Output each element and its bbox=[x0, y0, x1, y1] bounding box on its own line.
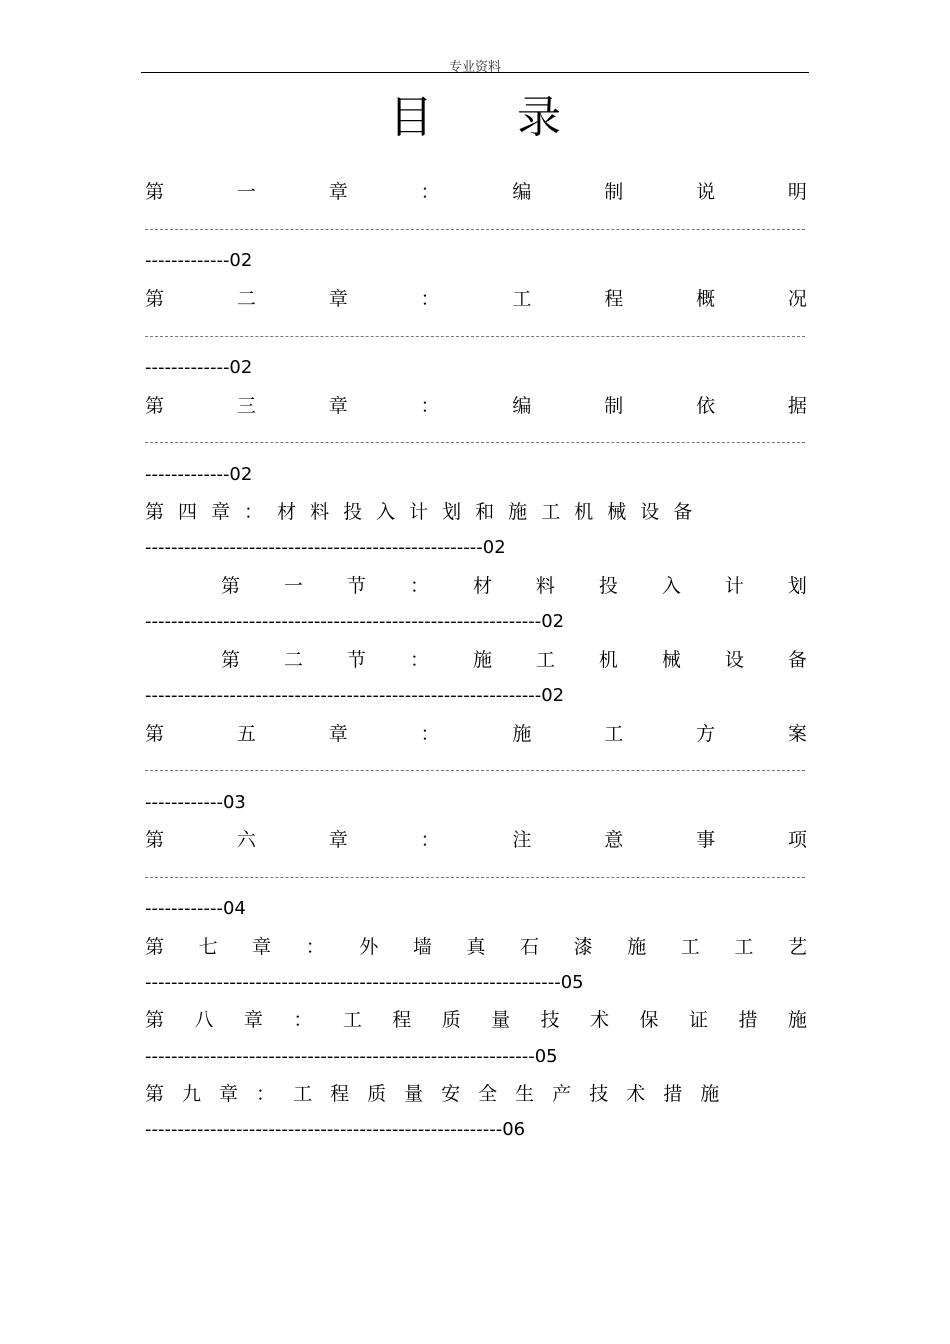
label-char: 项 bbox=[787, 829, 807, 851]
label-char: 第 bbox=[145, 288, 165, 310]
label-char: 投 bbox=[598, 575, 618, 597]
label-char: 章 bbox=[328, 181, 348, 203]
label-char: 四 bbox=[178, 501, 198, 523]
label-char: 概 bbox=[696, 288, 716, 310]
label-char: 第 bbox=[145, 936, 165, 958]
label-char: 第 bbox=[145, 501, 165, 523]
label-char: 机 bbox=[598, 649, 618, 671]
label-char: 石 bbox=[520, 936, 540, 958]
toc-entry-leader-page: ------------03 bbox=[145, 792, 246, 813]
label-char: 五 bbox=[236, 723, 256, 745]
label-char: 投 bbox=[343, 501, 363, 523]
toc-entry-chapter-5[interactable] bbox=[145, 722, 807, 746]
label-char: 况 bbox=[787, 288, 807, 310]
label-char: 械 bbox=[661, 649, 681, 671]
toc-entry-chapter-9[interactable] bbox=[145, 1082, 807, 1106]
label-char: 章 bbox=[328, 395, 348, 417]
label-char: 说 bbox=[696, 181, 716, 203]
label-char: ： bbox=[420, 181, 440, 203]
toc-title-char: 录 bbox=[517, 92, 561, 143]
label-char: 生 bbox=[515, 1083, 535, 1105]
label-char: 依 bbox=[696, 395, 716, 417]
label-char: 施 bbox=[508, 501, 528, 523]
label-char: ： bbox=[420, 829, 440, 851]
label-char: 施 bbox=[700, 1083, 720, 1105]
label-char: 据 bbox=[787, 395, 807, 417]
dotted-leader-line bbox=[145, 336, 805, 337]
toc-entry-label bbox=[145, 722, 807, 746]
page-header: 专业资料 bbox=[448, 60, 501, 75]
label-char: 量 bbox=[491, 1009, 511, 1031]
label-char: 章 bbox=[219, 1083, 239, 1105]
toc-entry-chapter-8[interactable] bbox=[145, 1008, 807, 1032]
label-char: 措 bbox=[663, 1083, 683, 1105]
label-char: 八 bbox=[194, 1009, 214, 1031]
label-char: 械 bbox=[607, 501, 627, 523]
label-char: 保 bbox=[639, 1009, 659, 1031]
label-char: 明 bbox=[787, 181, 807, 203]
label-char: 量 bbox=[404, 1083, 424, 1105]
label-char: 术 bbox=[626, 1083, 646, 1105]
label-char: 材 bbox=[277, 501, 297, 523]
toc-entry-section-4-2[interactable] bbox=[145, 648, 807, 672]
label-char: 备 bbox=[787, 649, 807, 671]
label-char: 施 bbox=[627, 936, 647, 958]
label-char: 安 bbox=[441, 1083, 461, 1105]
label-char: 第 bbox=[145, 1009, 165, 1031]
label-char: ： bbox=[244, 501, 264, 523]
label-char: 七 bbox=[198, 936, 218, 958]
label-char: 技 bbox=[540, 1009, 560, 1031]
label-char: 入 bbox=[661, 575, 681, 597]
label-char: 第 bbox=[221, 649, 241, 671]
label-char: 程 bbox=[604, 288, 624, 310]
toc-entry-leader-page: -------------------------------------------------------------02 bbox=[145, 685, 565, 706]
label-char: 第 bbox=[145, 829, 165, 851]
toc-entry-label bbox=[145, 574, 807, 598]
toc-entry-label bbox=[145, 180, 807, 204]
label-char: 划 bbox=[442, 501, 462, 523]
label-char: 证 bbox=[688, 1009, 708, 1031]
toc-entry-label bbox=[145, 1008, 807, 1032]
label-char: 材 bbox=[472, 575, 492, 597]
label-char: 技 bbox=[589, 1083, 609, 1105]
toc-entry-leader-page: -------------02 bbox=[145, 357, 253, 378]
label-char: 节 bbox=[346, 575, 366, 597]
toc-entry-chapter-2[interactable] bbox=[145, 287, 807, 311]
label-char: 措 bbox=[738, 1009, 758, 1031]
toc-entry-leader-page: -------------02 bbox=[145, 464, 253, 485]
label-char: 节 bbox=[346, 649, 366, 671]
label-char: 制 bbox=[604, 395, 624, 417]
label-char: 三 bbox=[236, 395, 256, 417]
label-char: 程 bbox=[330, 1083, 350, 1105]
label-char: ： bbox=[420, 288, 440, 310]
toc-entry-leader-page: -------------------------------------------------------06 bbox=[145, 1119, 526, 1140]
label-char: 备 bbox=[673, 501, 693, 523]
toc-entry-chapter-7[interactable] bbox=[145, 935, 807, 959]
dotted-leader-line bbox=[145, 770, 805, 771]
dotted-leader-line bbox=[145, 229, 805, 230]
label-char: 料 bbox=[535, 575, 555, 597]
label-char: 第 bbox=[221, 575, 241, 597]
toc-entry-leader-page: ------------------------------------------------------------05 bbox=[145, 1046, 558, 1067]
toc-title bbox=[141, 90, 809, 146]
label-char: 工 bbox=[680, 936, 700, 958]
label-char: 计 bbox=[409, 501, 429, 523]
toc-entry-leader-page: -------------------------------------------------------------02 bbox=[145, 611, 565, 632]
label-char: ： bbox=[256, 1083, 276, 1105]
label-char: 设 bbox=[724, 649, 744, 671]
label-char: 质 bbox=[367, 1083, 387, 1105]
label-char: 划 bbox=[787, 575, 807, 597]
label-char: 工 bbox=[293, 1083, 313, 1105]
label-char: 工 bbox=[604, 723, 624, 745]
label-char: 料 bbox=[310, 501, 330, 523]
label-char: 章 bbox=[211, 501, 231, 523]
toc-entry-chapter-3[interactable] bbox=[145, 394, 807, 418]
toc-entry-chapter-1[interactable] bbox=[145, 180, 807, 204]
label-char: 产 bbox=[552, 1083, 572, 1105]
label-char: 程 bbox=[392, 1009, 412, 1031]
label-char: 工 bbox=[535, 649, 555, 671]
label-char: 注 bbox=[512, 829, 532, 851]
toc-entry-leader-page: ----------------------------------------------------------------05 bbox=[145, 972, 584, 993]
dotted-leader-line bbox=[145, 442, 805, 443]
label-char: 工 bbox=[512, 288, 532, 310]
label-char: 制 bbox=[604, 181, 624, 203]
toc-entry-section-4-1[interactable] bbox=[145, 574, 807, 598]
label-char: 章 bbox=[243, 1009, 263, 1031]
label-char: 外 bbox=[359, 936, 379, 958]
toc-entry-label bbox=[145, 828, 807, 852]
label-char: 案 bbox=[787, 723, 807, 745]
label-char: 墙 bbox=[412, 936, 432, 958]
label-char: 章 bbox=[328, 723, 348, 745]
toc-entry-leader-page: ------------04 bbox=[145, 898, 246, 919]
toc-entry-label bbox=[145, 935, 807, 959]
label-char: 计 bbox=[724, 575, 744, 597]
label-char: 章 bbox=[328, 288, 348, 310]
label-char: 第 bbox=[145, 181, 165, 203]
label-char: 编 bbox=[512, 395, 532, 417]
toc-entry-chapter-4[interactable] bbox=[145, 500, 807, 524]
label-char: 意 bbox=[604, 829, 624, 851]
label-char: 施 bbox=[787, 1009, 807, 1031]
label-char: 编 bbox=[512, 181, 532, 203]
label-char: ： bbox=[305, 936, 325, 958]
label-char: 二 bbox=[236, 288, 256, 310]
label-char: 机 bbox=[574, 501, 594, 523]
toc-entry-chapter-6[interactable] bbox=[145, 828, 807, 852]
label-char: 一 bbox=[236, 181, 256, 203]
toc-title-char: 目 bbox=[389, 92, 433, 143]
label-char: 方 bbox=[696, 723, 716, 745]
toc-entry-label bbox=[145, 1082, 807, 1106]
label-char: 二 bbox=[283, 649, 303, 671]
label-char: 入 bbox=[376, 501, 396, 523]
header-rule bbox=[141, 72, 809, 73]
label-char: 第 bbox=[145, 1083, 165, 1105]
label-char: 事 bbox=[696, 829, 716, 851]
dotted-leader-line bbox=[145, 877, 805, 878]
label-char: 全 bbox=[478, 1083, 498, 1105]
toc-entry-leader-page: ----------------------------------------------------02 bbox=[145, 537, 506, 558]
label-char: 九 bbox=[182, 1083, 202, 1105]
label-char: 设 bbox=[640, 501, 660, 523]
label-char: 章 bbox=[328, 829, 348, 851]
label-char: 工 bbox=[541, 501, 561, 523]
label-char: 漆 bbox=[573, 936, 593, 958]
label-char: 真 bbox=[466, 936, 486, 958]
label-char: 艺 bbox=[787, 936, 807, 958]
label-char: 工 bbox=[734, 936, 754, 958]
label-char: ： bbox=[420, 723, 440, 745]
toc-entry-leader-page: -------------02 bbox=[145, 250, 253, 271]
label-char: 一 bbox=[283, 575, 303, 597]
label-char: ： bbox=[409, 575, 429, 597]
toc-entry-label bbox=[145, 500, 807, 524]
label-char: 六 bbox=[236, 829, 256, 851]
label-char: ： bbox=[420, 395, 440, 417]
label-char: ： bbox=[293, 1009, 313, 1031]
toc-entry-label bbox=[145, 648, 807, 672]
label-char: 施 bbox=[512, 723, 532, 745]
label-char: 术 bbox=[590, 1009, 610, 1031]
label-char: 质 bbox=[441, 1009, 461, 1031]
label-char: 第 bbox=[145, 723, 165, 745]
label-char: 工 bbox=[342, 1009, 362, 1031]
toc-entry-label bbox=[145, 394, 807, 418]
label-char: 和 bbox=[475, 501, 495, 523]
label-char: 章 bbox=[252, 936, 272, 958]
label-char: 第 bbox=[145, 395, 165, 417]
label-char: 施 bbox=[472, 649, 492, 671]
toc-entry-label bbox=[145, 287, 807, 311]
label-char: ： bbox=[409, 649, 429, 671]
